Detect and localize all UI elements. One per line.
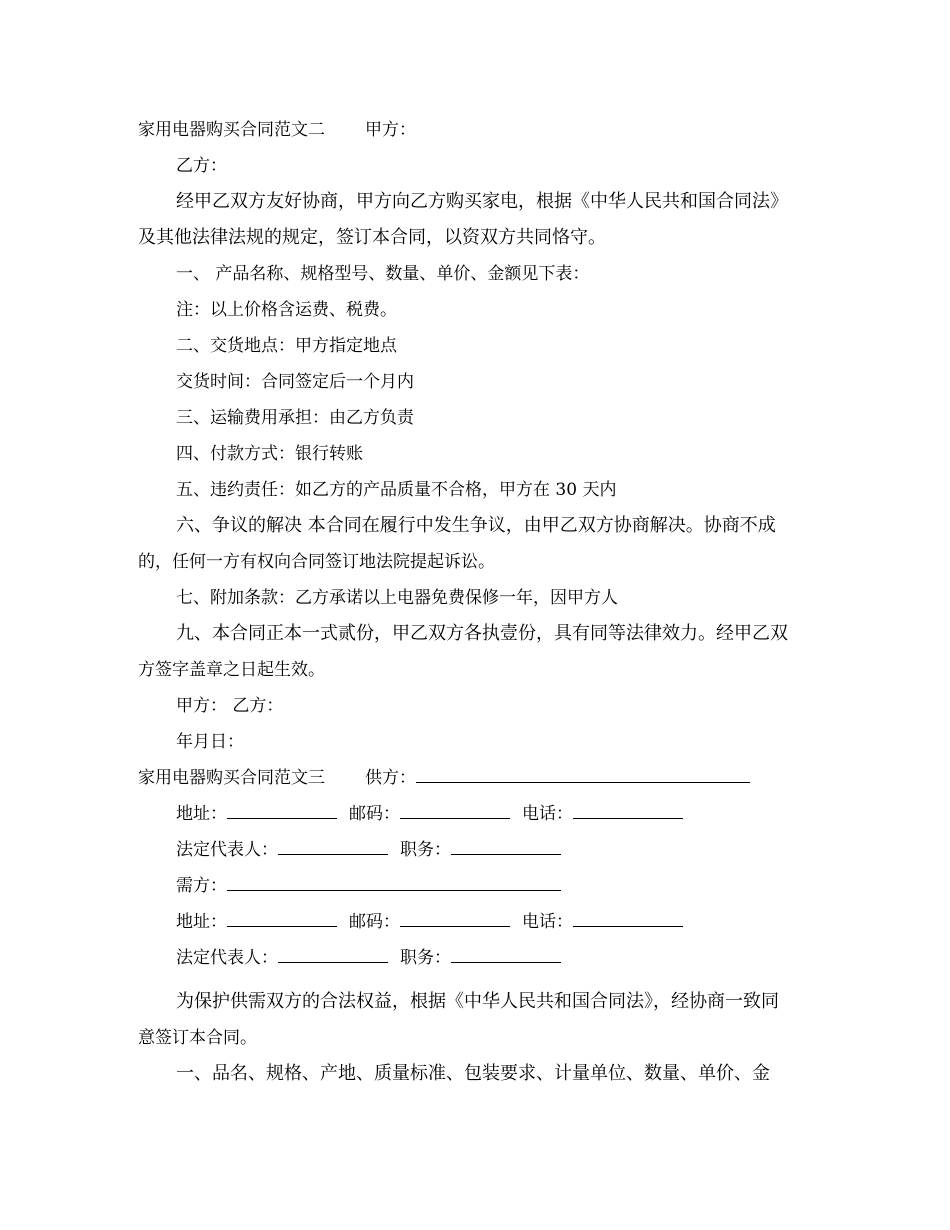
intro-line-2: 及其他法律法规的规定，签订本合同，以资双方共同恪守。: [138, 227, 606, 248]
purpose-line-2: 意签订本合同。: [138, 1028, 257, 1048]
price-note: 注：以上价格含运费、税费。: [176, 300, 397, 320]
party-b-label: 乙方：: [176, 156, 227, 176]
contract2-title-line: [138, 118, 416, 142]
clause-7: 七、附加条款：乙方承诺以上电器免费保修一年，因甲方人: [176, 588, 618, 608]
buyer-rep-line: [176, 946, 561, 970]
supplier-address-label: 地址：: [176, 804, 227, 824]
buyer-legal-rep-label: 法定代表人：: [176, 948, 278, 968]
buyer-phone-label: 电话：: [522, 912, 573, 932]
buyer-legal-rep-blank: [278, 948, 388, 963]
buyer-blank: [227, 876, 561, 891]
clause-9-line-1: 九、本合同正本一式贰份，甲乙双方各执壹份，具有同等法律效力。经甲乙双: [176, 623, 788, 644]
supplier-phone-label: 电话：: [522, 804, 573, 824]
contract2-title: 家用电器购买合同范文二: [138, 120, 325, 140]
buyer-address-blank: [227, 912, 337, 927]
clause-3: 三、运输费用承担：由乙方负责: [176, 408, 414, 428]
buyer-postcode-label: 邮码：: [349, 912, 400, 932]
buyer-address-label: 地址：: [176, 912, 227, 932]
buyer-phone-blank: [573, 912, 683, 927]
purpose-line-1: 为保护供需双方的合法权益，根据《中华人民共和国合同法》，经协商一致同: [176, 991, 779, 1012]
signature-line: 甲方： 乙方：: [176, 696, 284, 716]
supplier-blank: [416, 768, 750, 783]
supplier-legal-rep-label: 法定代表人：: [176, 840, 278, 860]
delivery-time: 交货时间：合同签定后一个月内: [176, 372, 414, 392]
buyer-position-label: 职务：: [400, 948, 451, 968]
contract3-title: 家用电器购买合同范文三: [138, 768, 325, 788]
supplier-postcode-label: 邮码：: [349, 804, 400, 824]
supplier-legal-rep-blank: [278, 840, 388, 855]
clause-6-line-2: 的，任何一方有权向合同签订地法院提起诉讼。: [138, 552, 495, 572]
supplier-label: 供方：: [365, 768, 416, 788]
buyer-line: [176, 874, 561, 898]
supplier-postcode-blank: [400, 804, 510, 819]
supplier-phone-blank: [573, 804, 683, 819]
supplier-address-blank: [227, 804, 337, 819]
supplier-contact-line: [176, 802, 683, 826]
clause-2: 二、交货地点：甲方指定地点: [176, 336, 397, 356]
clause-6-line-1: 六、争议的解决 本合同在履行中发生争议，由甲乙双方协商解决。协商不成: [176, 515, 776, 536]
date-line: 年月日：: [176, 732, 244, 752]
contract3-clause-1: 一、品名、规格、产地、质量标准、包装要求、计量单位、数量、单价、金: [176, 1063, 770, 1084]
clause-4: 四、付款方式：银行转账: [176, 444, 363, 464]
supplier-position-blank: [451, 840, 561, 855]
intro-line-1: 经甲乙双方友好协商，甲方向乙方购买家电，根据《中华人民共和国合同法》: [176, 191, 788, 212]
contract3-title-line: [138, 766, 750, 790]
clause-1: 一、 产品名称、规格型号、数量、单价、金额见下表：: [176, 264, 590, 284]
clause-9-line-2: 方签字盖章之日起生效。: [138, 660, 325, 680]
supplier-position-label: 职务：: [400, 840, 451, 860]
clause-5: 五、违约责任：如乙方的产品质量不合格，甲方在 30 天内: [176, 480, 617, 500]
buyer-label: 需方：: [176, 876, 227, 896]
buyer-position-blank: [451, 948, 561, 963]
buyer-postcode-blank: [400, 912, 510, 927]
party-a-label: 甲方：: [365, 120, 416, 140]
buyer-contact-line: [176, 910, 683, 934]
supplier-rep-line: [176, 838, 561, 862]
